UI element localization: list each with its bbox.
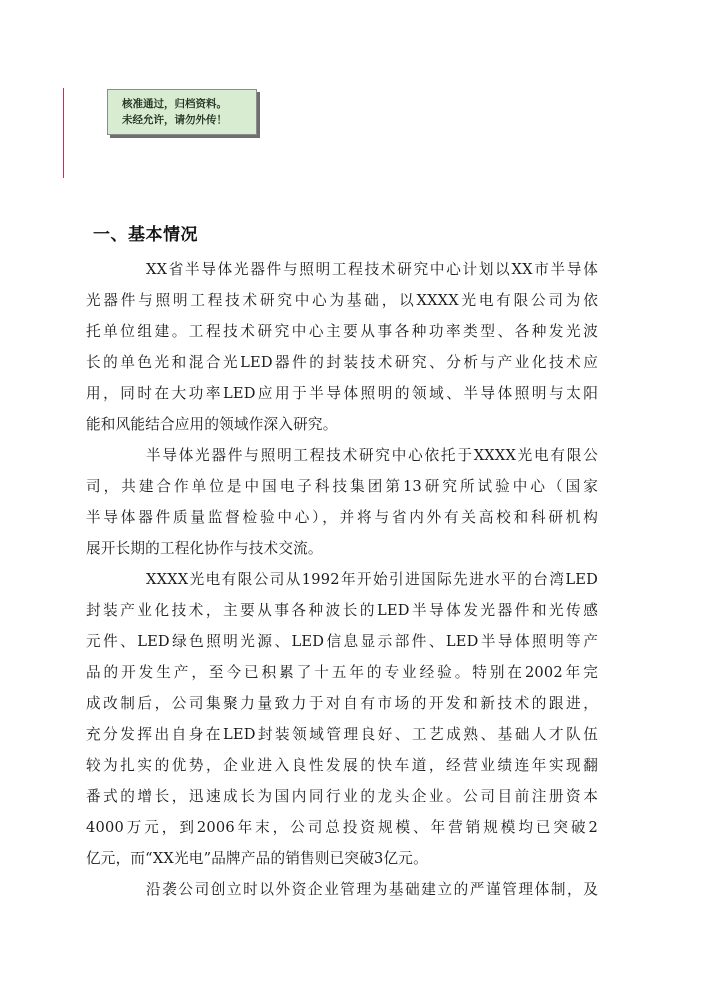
text-line: 长的单色光和混合光LED器件的封装技术研究、分析与产业化技术应 [86, 354, 598, 371]
section-heading: 一、基本情况 [93, 225, 198, 245]
text-line: XX省半导体光器件与照明工程技术研究中心计划以XX市半导体 [146, 261, 598, 278]
text-line: 光器件与照明工程技术研究中心为基础，以XXXX光电有限公司为依 [86, 292, 598, 309]
text-line: 成改制后，公司集聚力量致力于对自有市场的开发和新技术的跟进， [86, 695, 598, 712]
text-line: 亿元，而“XX光电”品牌产品的销售则已突破3亿元。 [86, 850, 428, 867]
text-line: 较为扎实的优势，企业进入良性发展的快车道，经营业绩连年实现翻 [86, 757, 598, 774]
text-line: 元件、LED绿色照明光源、LED信息显示部件、LED半导体照明等产 [86, 633, 598, 650]
text-line: 能和风能结合应用的领域作深入研究。 [86, 416, 338, 433]
text-line: 充分发挥出自身在LED封装领域管理良好、工艺成熟、基础人才队伍 [86, 726, 598, 743]
text-line: 用，同时在大功率LED应用于半导体照明的领域、半导体照明与太阳 [86, 385, 598, 402]
text-line: 半导体器件质量监督检验中心），并将与省内外有关高校和科研机构 [86, 509, 598, 526]
text-line: 展开长期的工程化协作与技术交流。 [86, 540, 323, 557]
text-line: 半导体光器件与照明工程技术研究中心依托于XXXX光电有限公 [146, 447, 598, 464]
text-line: XXXX光电有限公司从1992年开始引进国际先进水平的台湾LED [146, 571, 598, 588]
notice-line-2: 未经允许，请勿外传！ [122, 114, 227, 126]
text-line: 番式的增长，迅速成长为国内同行业的龙头企业。公司目前注册资本 [86, 788, 598, 805]
text-line: 4000万元，到2006年末，公司总投资规模、年营销规模均已突破2 [86, 819, 598, 836]
text-line: 封装产业化技术，主要从事各种波长的LED半导体发光器件和光传感 [86, 602, 598, 619]
notice-line-1: 核准通过，归档资料。 [122, 98, 227, 110]
text-line: 托单位组建。工程技术研究中心主要从事各种功率类型、各种发光波 [86, 323, 598, 340]
text-line: 沿袭公司创立时以外资企业管理为基础建立的严谨管理体制，及 [146, 881, 598, 898]
text-line: 司，共建合作单位是中国电子科技集团第13研究所试验中心（国家 [86, 478, 598, 495]
text-line: 品的开发生产，至今已积累了十五年的专业经验。特别在2002年完 [86, 664, 598, 681]
